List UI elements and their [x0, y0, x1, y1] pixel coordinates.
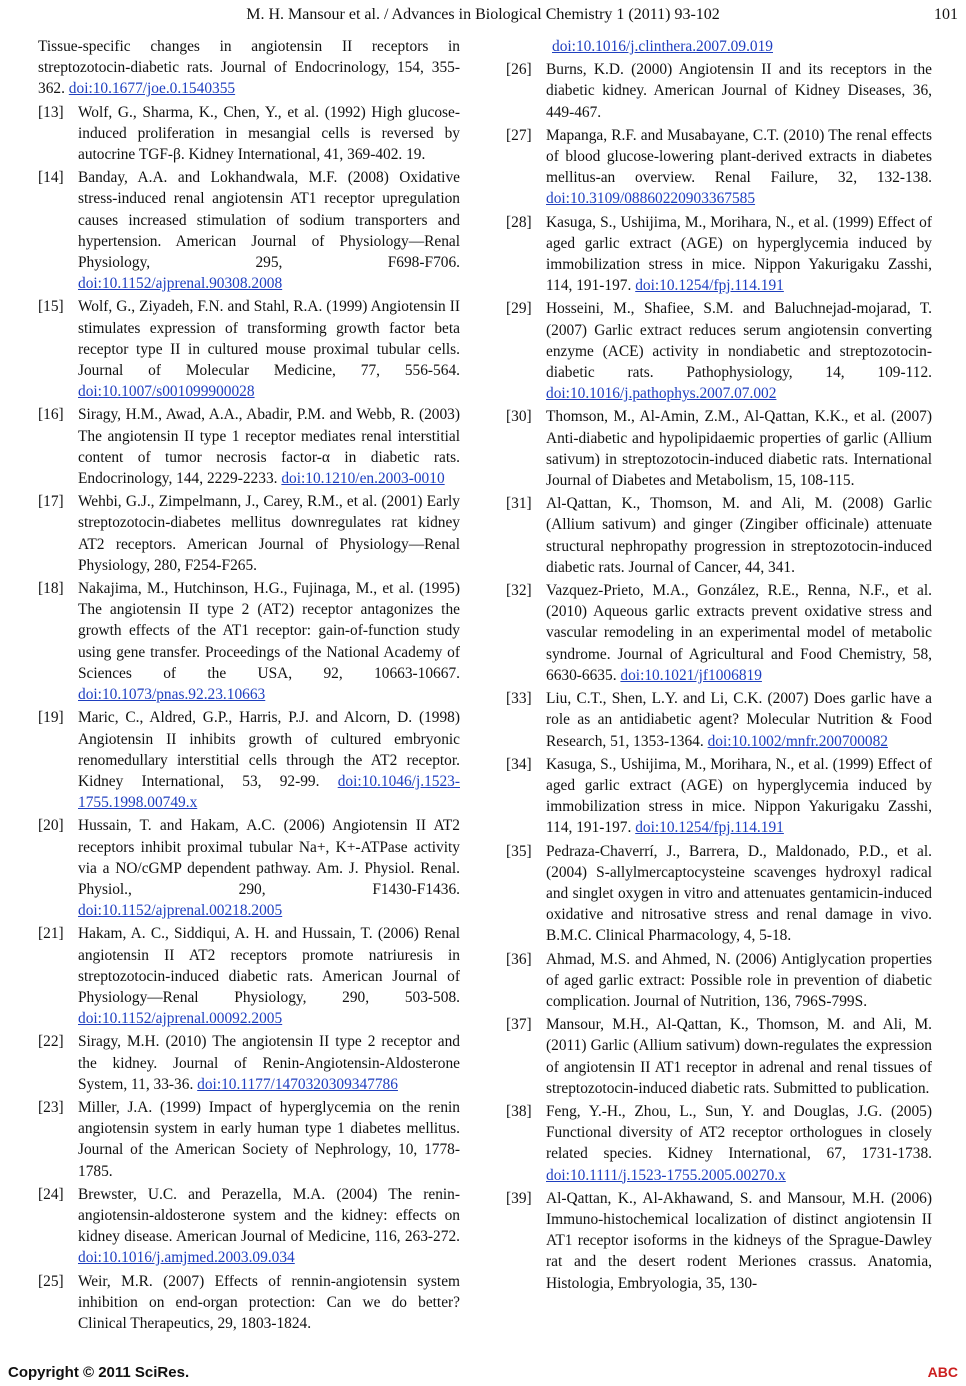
reference-entry [38, 36, 460, 100]
reference-text: Hussain, T. and Hakam, A.C. (2006) Angiotensin II AT2 receptors inhibit proximal tubular Na+, K+-ATPase activity via a NO/cGMP dependent pathway. Am. J. Physiol. Renal. Physiol., 290, F1430-F1436. [78, 817, 460, 898]
running-head: M. H. Mansour et al. / Advances in Biological Chemistry 1 (2011) 93-102 [246, 6, 720, 23]
reference-number: [26] [506, 61, 532, 79]
doi-link[interactable]: doi:10.1152/ajprenal.90308.2008 [78, 275, 283, 293]
reference-number: [27] [506, 126, 532, 144]
reference-text: Siragy, M.H. (2010) The angiotensin II type 2 receptor and the kidney. Journal of Renin-Angiotensin-Aldosterone System, 11, 33-36. [78, 1033, 460, 1093]
reference-number: [18] [38, 580, 64, 598]
reference-entry [38, 1031, 460, 1095]
reference-text: Tissue-specific changes in angiotensin II receptors in streptozotocin-diabetic rats. Journal of Endocrinology, 154, 355-362. [38, 38, 460, 98]
reference-entry [506, 1014, 932, 1099]
doi-link[interactable]: doi:10.3109/08860220903367585 [546, 190, 756, 208]
reference-number: [28] [506, 213, 532, 231]
reference-entry [506, 949, 932, 1013]
reference-number: [37] [506, 1016, 532, 1034]
doi-link[interactable]: doi:10.1046/j.1523-1755.1998.00749.x [78, 772, 460, 812]
reference-number: [34] [506, 755, 532, 773]
reference-number: [17] [38, 493, 64, 511]
reference-number: [36] [506, 950, 532, 968]
copyright-notice: Copyright © 2011 SciRes. [8, 1364, 190, 1381]
doi-link[interactable]: doi:10.1210/en.2003-0010 [281, 470, 445, 488]
reference-entry [506, 59, 932, 123]
doi-link[interactable]: doi:10.1016/j.clinthera.2007.09.019 [552, 38, 773, 55]
reference-number: [24] [38, 1185, 64, 1203]
reference-text: Al-Qattan, K., Thomson, M. and Ali, M. (2008) Garlic (Allium sativum) and ginger (Zingiber officinale) attenuate structural nephropathy progression in streptozotocin-induced diabetic rats. Journal of Cancer, 44, 341. [546, 495, 932, 576]
reference-text: Brewster, U.C. and Perazella, M.A. (2004) The renin-angiotensin-aldosterone system and the kidney: effects on kidney disease. American Journal of Medicine, 116, 263-272. [78, 1185, 460, 1246]
reference-text: Kasuga, S., Ushijima, M., Morihara, N., et al. (1999) Effect of aged garlic extract (AGE) on hyperglycemia induced by immobilization stress in mice. Nippon Yakurigaku Zasshi, 114, 191-197. [546, 755, 932, 837]
doi-link[interactable]: doi:10.1177/1470320309347786 [197, 1075, 398, 1093]
reference-entry [506, 1188, 932, 1294]
reference-text: Thomson, M., Al-Amin, Z.M., Al-Qattan, K.K., et al. (2007) Anti-diabetic and hypolipidaemic properties of garlic (Allium sativum) in streptozotocin-induced diabetic rats. International Journal of Diabetes and Metabolism, 15, 108-115. [546, 408, 932, 490]
reference-text: Banday, A.A. and Lokhandwala, M.F. (2008) Oxidative stress-induced renal angiotensin AT1 receptor upregulation causes increased stimulation of sodium transporters and hypertension. American Journal of Physiology—Renal Physiology, 295, F698-F706. [78, 169, 460, 272]
reference-number: [29] [506, 300, 532, 318]
reference-text: Hakam, A. C., Siddiqui, A. H. and Hussain, T. (2006) Renal angiotensin II AT2 receptors promote natriuresis in streptozotocin-induced diabetic rats. American Journal of Physiology—Renal Physiology, 290, 503-508. [78, 925, 460, 1006]
reference-number: [33] [506, 690, 532, 708]
reference-text: Ahmad, M.S. and Ahmed, N. (2006) Antiglycation properties of aged garlic extract: Possible role in prevention of diabetic complication. Journal of Nutrition, 136, 796S-799S. [546, 950, 932, 1010]
reference-text: Mansour, M.H., Al-Qattan, K., Thomson, M. and Ali, M. (2011) Garlic (Allium sativum) down-regulates the expression of angiotensin II AT1 receptor in adrenal and renal tissues of streptozotocin-induced diabetic rats. Submitted to publication. [546, 1016, 932, 1097]
reference-text: Wehbi, G.J., Zimpelmann, J., Carey, R.M., et al. (2001) Early streptozotocin-diabetes mellitus downregulates rat kidney AT2 receptors. American Journal of Physiology—Renal Physiology, 280, F254-F265. [78, 493, 460, 574]
reference-entry [38, 1184, 460, 1269]
references-right-column [506, 36, 932, 1296]
doi-link[interactable]: doi:10.1002/mnfr.200700082 [707, 732, 888, 750]
reference-entry [506, 493, 932, 578]
reference-text: Nakajima, M., Hutchinson, H.G., Fujinaga, M., et al. (1995) The angiotensin II type 2 (AT2) receptor antagonizes the growth effects of the AT1 receptor: gain-of-function study using gene transfer. Proceedings of the National Academy of Sciences of the USA, 92, 10663-10667. [78, 580, 460, 682]
reference-number: [13] [38, 103, 64, 121]
reference-entry [38, 404, 460, 489]
reference-entry [506, 298, 932, 404]
reference-number: [14] [38, 169, 64, 187]
page-footer [0, 1364, 966, 1386]
reference-entry [38, 923, 460, 1029]
reference-entry [506, 212, 932, 297]
reference-entry [506, 580, 932, 686]
reference-text: Burns, K.D. (2000) Angiotensin II and its receptors in the diabetic kidney. American Journal of Kidney Diseases, 36, 449-467. [546, 61, 932, 121]
reference-entry [38, 578, 460, 705]
reference-entry [38, 167, 460, 294]
doi-link[interactable]: doi:10.1016/j.pathophys.2007.07.002 [546, 385, 777, 403]
references-left-column [38, 36, 460, 1336]
doi-link[interactable]: doi:10.1254/fpj.114.191 [635, 819, 784, 837]
reference-number: [30] [506, 408, 532, 426]
reference-entry [38, 1271, 460, 1335]
reference-number: [19] [38, 709, 64, 727]
reference-number: [35] [506, 842, 532, 860]
reference-text: Mapanga, R.F. and Musabayane, C.T. (2010) The renal effects of blood glucose-lowering plant-derived extracts in diabetes mellitus-an overview. Renal Failure, 32, 132-138. [546, 126, 932, 187]
reference-number: [39] [506, 1189, 532, 1207]
reference-entry [38, 491, 460, 576]
journal-abbrev: ABC [927, 1364, 958, 1380]
reference-text: Hosseini, M., Shafiee, S.M. and Baluchnejad-mojarad, T. (2007) Garlic extract reduces serum angiotensin converting enzyme (ACE) activity in nondiabetic and streptozotocin-diabetic rats. Pathophysiology, 14, 109-112. [546, 300, 932, 382]
reference-text: Kasuga, S., Ushijima, M., Morihara, N., et al. (1999) Effect of aged garlic extract (AGE) on hyperglycemia induced by immobilization stress in mice. Nippon Yakurigaku Zasshi, 114, 191-197. [546, 213, 932, 295]
reference-number: [21] [38, 925, 64, 943]
reference-text: Wolf, G., Sharma, K., Chen, Y., et al. (1992) High glucose-induced proliferation in mesangial cells is reversed by autocrine TGF-β. Kidney International, 41, 369-402. 19. [78, 103, 460, 164]
reference-number: [32] [506, 582, 532, 600]
reference-text: Weir, M.R. (2007) Effects of rennin-angiotensin system inhibition on end-organ protection: Can we do better? Clinical Therapeutics, 29, 1803-1824. [78, 1272, 460, 1332]
doi-link[interactable]: doi:10.1021/jf1006819 [620, 666, 762, 684]
reference-entry [38, 707, 460, 813]
reference-entry [506, 36, 932, 57]
reference-number: [31] [506, 495, 532, 513]
reference-entry [506, 406, 932, 491]
reference-entry [38, 815, 460, 921]
reference-text: Liu, C.T., Shen, L.Y. and Li, C.K. (2007) Does garlic have a role as an antidiabetic agent? Molecular Nutrition & Food Research, 51, 1353-1364. [546, 690, 932, 750]
reference-number: [38] [506, 1102, 532, 1120]
reference-text: Pedraza-Chaverrí, J., Barrera, D., Maldonado, P.D., et al. (2004) S-allylmercaptocysteine scavenges hydroxyl radical and singlet oxygen in vitro and attenuates gentamicin-induced oxidative and nitrosative stress and renal damage in vivo. B.M.C. Clinical Pharmacology, 4, 5-18. [546, 842, 932, 945]
page-header [0, 6, 966, 26]
reference-number: [23] [38, 1098, 64, 1116]
reference-entry [506, 841, 932, 947]
reference-number: [22] [38, 1033, 64, 1051]
reference-entry [38, 296, 460, 402]
reference-number: [16] [38, 406, 64, 424]
reference-text: Wolf, G., Ziyadeh, F.N. and Stahl, R.A. (1999) Angiotensin II stimulates expression of transforming growth factor beta receptor type II in cultured mouse proximal tubular cells. Journal of Molecular Medicine, 77, 556-564. [78, 298, 460, 380]
reference-text: Al-Qattan, K., Al-Akhawand, S. and Mansour, M.H. (2006) Immuno-histochemical localization of distinct angiotensin II AT1 receptor isoforms in the kidneys of the Sprague-Dawley rat and the desert rodent Meriones crassus. Anatomia, Histologia, Embryologia, 35, 130- [546, 1189, 932, 1292]
doi-link[interactable]: doi:10.1677/joe.0.1540355 [68, 80, 236, 98]
reference-text: Vazquez-Prieto, M.A., González, R.E., Renna, N.F., et al. (2010) Aqueous garlic extracts prevent oxidative stress and vascular remodeling in an experimental model of metabolic syndrome. Journal of Agricultural and Food Chemistry, 58, 6630-6635. [546, 582, 932, 684]
reference-text: Maric, C., Aldred, G.P., Harris, P.J. and Alcorn, D. (1998) Angiotensin II inhibits growth of cultured embryonic renomedullary interstitial cells through the AT2 receptor. Kidney International, 53, 92-99. [78, 709, 460, 790]
reference-number: [15] [38, 298, 64, 316]
doi-link[interactable]: doi:10.1152/ajprenal.00218.2005 [78, 902, 283, 920]
doi-link[interactable]: doi:10.1016/j.amjmed.2003.09.034 [78, 1249, 295, 1267]
reference-entry [506, 1101, 932, 1186]
reference-text: Siragy, H.M., Awad, A.A., Abadir, P.M. and Webb, R. (2003) The angiotensin II type 1 receptor mediates renal interstitial content of tumor necrosis factor-α in diabetic rats. Endocrinology, 144, 2229-2233. [78, 406, 460, 488]
reference-text: Feng, Y.-H., Zhou, L., Sun, Y. and Douglas, J.G. (2005) Functional diversity of AT2 receptor orthologues in closely related species. Kidney International, 67, 1731-1738. [546, 1102, 932, 1163]
reference-number: [20] [38, 817, 64, 835]
page-number: 101 [934, 6, 958, 23]
doi-link[interactable]: doi:10.1111/j.1523-1755.2005.00270.x [546, 1166, 786, 1184]
doi-link[interactable]: doi:10.1152/ajprenal.00092.2005 [78, 1010, 283, 1028]
reference-entry [38, 102, 460, 166]
reference-entry [506, 754, 932, 839]
doi-link[interactable]: doi:10.1254/fpj.114.191 [635, 277, 784, 295]
reference-entry [506, 688, 932, 752]
reference-entry [38, 1097, 460, 1182]
reference-entry [506, 125, 932, 210]
doi-link[interactable]: doi:10.1007/s001099900028 [78, 383, 255, 401]
reference-number: [25] [38, 1272, 64, 1290]
reference-text: Miller, J.A. (1999) Impact of hyperglycemia on the renin angiotensin system in early human type 1 diabetes mellitus. Journal of the American Society of Nephrology, 10, 1778-1785. [78, 1098, 460, 1180]
doi-link[interactable]: doi:10.1073/pnas.92.23.10663 [78, 686, 266, 704]
